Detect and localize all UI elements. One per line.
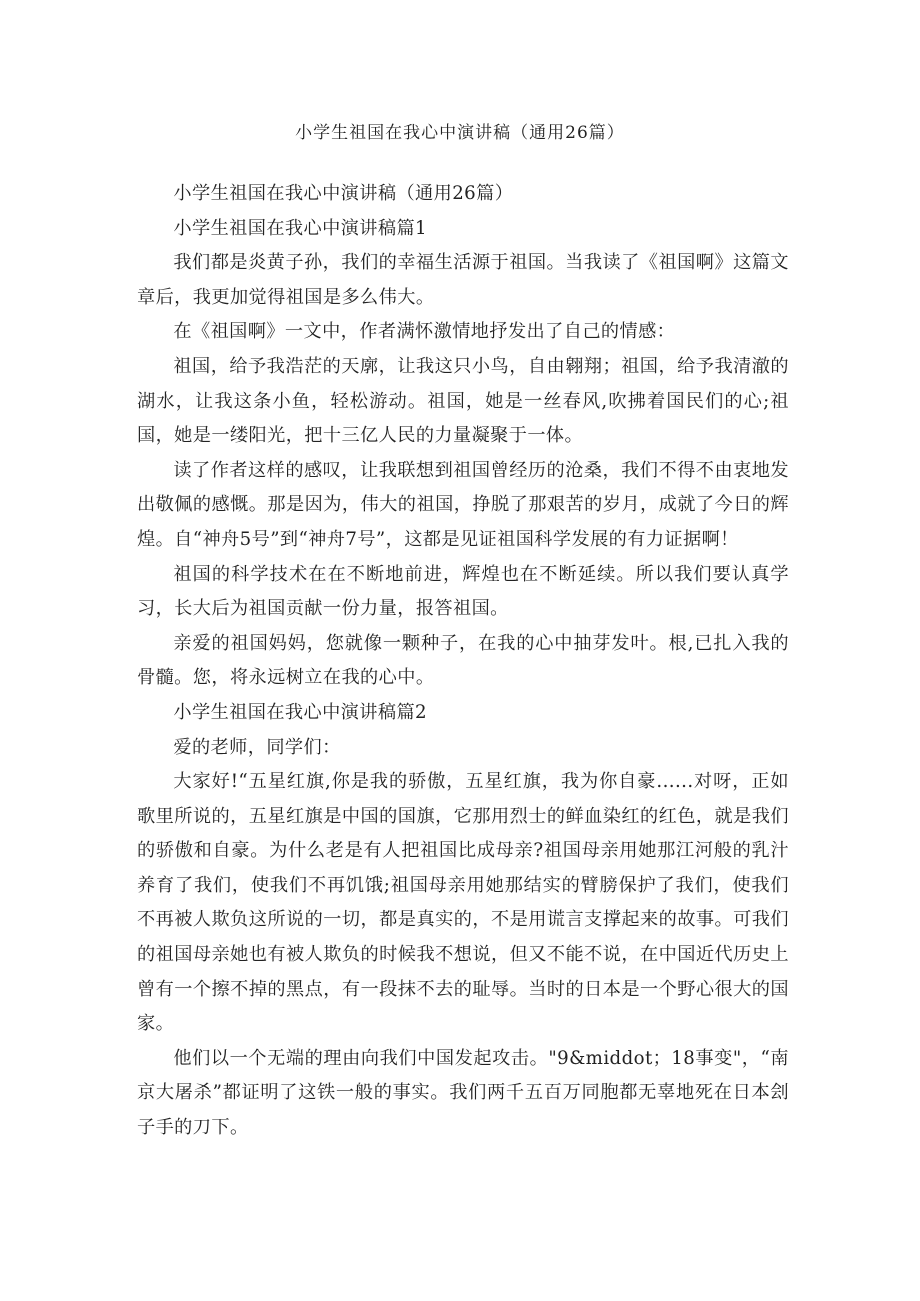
- section-heading-1: 小学生祖国在我心中演讲稿篇1: [173, 217, 427, 239]
- paragraph-subtitle: 小学生祖国在我心中演讲稿（通用26篇）: [173, 183, 514, 204]
- paragraph: 大家好!“五星红旗,你是我的骄傲，五星红旗，我为你自豪......对呀，正如歌里所说的，五星红旗是中国的国旗，它那用烈士的鲜血染红的红色，就是我们的骄傲和自豪。为什么老是有人把祖国比成母亲?祖国母亲用她那江河般的乳汁养育了我们，使我们不再饥饿;祖国母亲用她那结实的臂膀保护了我们，使我们不再被人欺负这所说的一切，都是真实的，不是用谎言支撑起来的故事。可我们的祖国母亲她也有被人欺负的时候我不想说，但又不能不说，在中国近代历史上曾有一个擦不掉的黑点，有一段抹不去的耻辱。当时的日本是一个野心很大的国家。: [137, 771, 789, 1035]
- paragraph: 读了作者这样的感叹，让我联想到祖国曾经历的沧桑，我们不得不由衷地发出敬佩的感慨。那是因为，伟大的祖国，挣脱了那艰苦的岁月，成就了今日的辉煌。自“神舟5号”到“神舟7号”，这都是见证祖国科学发展的有力证据啊！: [137, 459, 789, 550]
- section-heading-2: 小学生祖国在我心中演讲稿篇2: [173, 701, 427, 723]
- paragraph: 亲爱的祖国妈妈，您就像一颗种子，在我的心中抽芽发叶。根,已扎入我的骨髓。您，将永远树立在我的心中。: [137, 632, 789, 689]
- paragraph: 他们以一个无端的理由向我们中国发起攻击。"9&middot；18事变"，“南京大屠杀”都证明了这铁一般的事实。我们两千五百万同胞都无辜地死在日本刽子手的刀下。: [137, 1047, 789, 1139]
- paragraph: 我们都是炎黄子孙，我们的幸福生活源于祖国。当我读了《祖国啊》这篇文章后，我更加觉得祖国是多么伟大。: [137, 252, 789, 308]
- paragraph: 在《祖国啊》一文中，作者满怀激情地抒发出了自己的情感：: [173, 321, 676, 343]
- paragraph-salutation: 爱的老师，同学们：: [173, 736, 341, 758]
- document-title: 小学生祖国在我心中演讲稿（通用26篇）: [295, 123, 625, 143]
- paragraph: 祖国的科学技术在在不断地前进，辉煌也在不断延续。所以我们要认真学习，长大后为祖国贡献一份力量，报答祖国。: [137, 563, 789, 620]
- paragraph: 祖国，给予我浩茫的天廓，让我这只小鸟，自由翱翔；祖国，给予我清澈的湖水，让我这条小鱼，轻松游动。祖国，她是一丝春风,吹拂着国民们的心;祖国，她是一缕阳光，把十三亿人民的力量凝聚于一体。: [137, 355, 789, 447]
- document-body: [137, 177, 789, 1146]
